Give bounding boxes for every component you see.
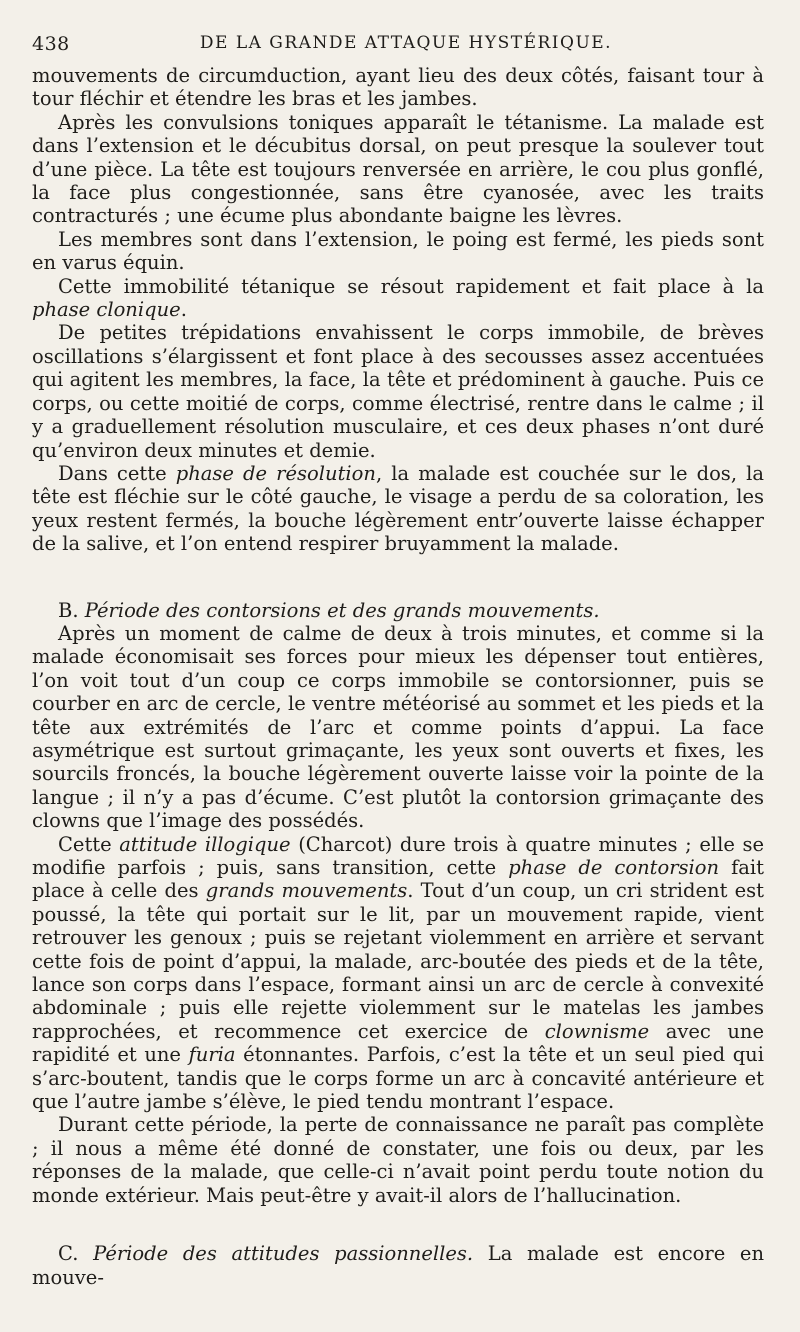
italic-phrase: attitude illogique [119, 832, 291, 856]
paragraph-continuation: mouvements de circumduction, ayant lieu des deux côtés, faisant tour à tour fléchir et étendre les bras et les jambes. [32, 64, 764, 111]
paragraph-immobilite: Cette immobilité tétanique se résout rapidement et fait place à la phase clonique. [32, 274, 764, 322]
paragraph-trepidations: De petites trépidations envahissent le corps immobile, de brèves oscillations s’élargissent et font place à des secousses assez accentuées qui agitent les membres, la face, la tête et prédominent à gauche. Puis ce corps, ou cette moitié de corps, comme électrisé, rentre dans le calme ; il y a graduellement résolution musculaire, et ces deux phases n’ont duré qu’environ deux minutes et demie. [32, 321, 764, 462]
italic-phrase: Période des attitudes passionnelles. [93, 1242, 474, 1266]
italic-phrase: phase de contorsion [508, 856, 720, 879]
section-heading-c: C. Période des attitudes passionnelles. La malade est encore en mouve- [32, 1242, 764, 1289]
italic-phrase: furia [188, 1043, 236, 1067]
section-heading-b: B. Période des contorsions et des grands mouvements. [58, 598, 600, 622]
page-number: 438 [32, 33, 70, 55]
paragraph-membres: Les membres sont dans l’extension, le poing est fermé, les pieds sont en varus équin. [32, 227, 764, 275]
italic-phrase: phase clonique [32, 298, 181, 322]
paragraph-attitude-illogique: Cette attitude illogique (Charcot) dure trois à quatre minutes ; elle se modifie parfois ; puis, sans transition, cette phase de contorsion fait place à celle des grands mouvements. Tout d’un coup, un cri strident est poussé, la tête qui portait sur le lit, par un mouvement rapide, vient retrouver les genoux ; puis se rejetant violemment en arrière et servant cette fois de point d’appui, la malade, arc-boutée des pieds et de la tête, lance son corps dans l’espace, formant ainsi un arc de cercle à convexité abdominale ; puis elle rejette violemment sur le matelas les jambes rapprochées, et recommence cet exercice de clownisme avec une rapidité et une furia étonnantes. Parfois, c’est la tête et un seul pied qui s’arc-boutent, tandis que le corps forme un arc à concavité antérieure et que l’autre jambe s’élève, le pied tendu montrant l’espace. [32, 832, 765, 1114]
page-header [32, 33, 760, 57]
italic-phrase: clownisme [544, 1019, 650, 1043]
italic-phrase: phase de résolution [175, 461, 376, 485]
body-text [32, 64, 764, 1289]
italic-phrase: Période des contorsions et des grands mouvements. [84, 598, 600, 622]
paragraph-tetanisme: Après les convulsions toniques apparaît le tétanisme. La malade est dans l’extension et le décubitus dorsal, on peut presque la soulever tout d’une pièce. La tête est toujours renversée en arrière, le cou plus gonflé, la face plus congestionnée, sans être cyanosée, avec les traits contracturés ; une écume plus abondante baigne les lèvres. [32, 110, 764, 228]
running-title: DE LA GRANDE ATTAQUE HYSTÉRIQUE. [199, 33, 613, 53]
paragraph-contorsions: Après un moment de calme de deux à trois minutes, et comme si la malade économisait ses forces pour mieux les dépenser tout entières, l’on voit tout d’un coup ce corps immobile se contorsionner, puis se courber en arc de cercle, le ventre météorisé au sommet et les pieds et la tête aux extrémités de l’arc et comme points d’appui. La face asymétrique est surtout grimaçante, les yeux sont ouverts et fixes, les sourcils froncés, la bouche légèrement ouverte laisse voir la pointe de la langue ; il n’y a pas d’écume. C’est plutôt la contorsion grimaçante des clowns que l’image des possédés. [32, 621, 764, 833]
italic-phrase: grands mouvements [205, 879, 408, 903]
paragraph-connaissance: Durant cette période, la perte de connaissance ne paraît pas complète ; il nous a même été donné de constater, une fois ou deux, par les réponses de la malade, que celle-ci n’avait point perdu toute notion du monde extérieur. Mais peut-être y avait-il alors de l’hallucination. [32, 1113, 764, 1207]
paragraph-phase-resolution: Dans cette phase de résolution, la malade est couchée sur le dos, la tête est fléchie sur le côté gauche, le visage a perdu de sa coloration, les yeux restent fermés, la bouche légèrement entr’ouverte laisse échapper de la salive, et l’on entend respirer bruyamment la malade. [32, 461, 764, 556]
